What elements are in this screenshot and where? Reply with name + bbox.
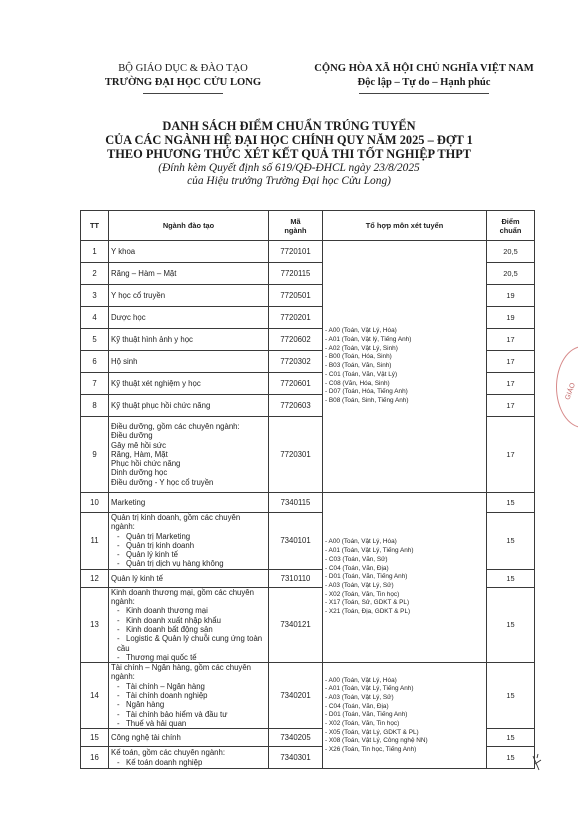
table-row: 5 Kỹ thuật hình ảnh y học 7720602 17 [81, 329, 535, 351]
table-row: 7 Kỹ thuật xét nghiệm y học 7720601 17 [81, 373, 535, 395]
decision-reference: (Đính kèm Quyết định số 619/QĐ-ĐHCL ngày 23/8/2025 [158, 161, 420, 174]
table-row: 4 Dược học 7720201 19 [81, 307, 535, 329]
country-name: CỘNG HÒA XÃ HỘI CHỦ NGHĨA VIỆT NAM [314, 63, 534, 74]
header-combo: Tổ hợp môn xét tuyển [323, 211, 487, 241]
document-title [40, 119, 538, 189]
table-row: 3 Y học cổ truyền 7720501 19 [81, 285, 535, 307]
table-row: 6 Hộ sinh 7720302 17 [81, 351, 535, 373]
table-row: 11 Quản trị kinh doanh, gồm các chuyên ngành: - Quản trị Marketing - Quản trị kinh doanh - Quản lý kinh tế - Quản trị dịch vụ hàng không 7340101 15 [81, 513, 535, 570]
university-name: TRƯỜNG ĐẠI HỌC CỬU LONG [104, 77, 262, 88]
combo-health: - A00 (Toán, Vật Lý, Hóa) - A01 (Toán, Vật lý, Tiếng Anh) - A02 (Toán, Vật Lý, Sinh) - B00 (Toán, Hóa, Sinh) - B03 (Toán, Văn, Sinh) - C01 (Toán, Văn, Vật Lý) - C08 (Văn, Hóa, Sinh) - D07 (Toán, Hóa, Tiếng Anh) - B08 (Toán, Sinh, Tiếng Anh) [323, 241, 487, 493]
cutoff-score-table [80, 210, 535, 769]
table-row: 9 Điều dưỡng, gồm các chuyên ngành: Điều dưỡng Gây mê hồi sức Răng, Hàm, Mặt Phục hồi chức năng Dinh dưỡng học Điều dưỡng - Y học cổ truyền 7720301 17 [81, 417, 535, 493]
table-row: 10 Marketing 7340115 - A00 (Toán, Vật Lý, Hóa) - A01 (Toán, Vật Lý, Tiếng Anh) - C03 (Toán, Văn, Sử) - C04 (Toán, Văn, Địa) - D01 (Toán, Văn, Tiếng Anh) - A03 (Toán, Vật Lý, Sử) - X02 (Toán, Văn, Tin học) - X17 (Toán, Sử, GDKT & PL) - X21 (Toán, Địa, GDKT & PL) 15 [81, 493, 535, 513]
national-header [298, 62, 550, 90]
ministry-name: BỘ GIÁO DỤC & ĐÀO TẠO [118, 63, 248, 74]
table-row: 2 Răng – Hàm – Mặt 7720115 20,5 [81, 263, 535, 285]
title-line-2: CỦA CÁC NGÀNH HỆ ĐẠI HỌC CHÍNH QUY NĂM 2025 – ĐỢT 1 [105, 133, 473, 148]
header-code: Mã ngành [269, 211, 323, 241]
decision-signer: của Hiệu trưởng Trường Đại học Cửu Long) [187, 175, 391, 188]
table-header-row [81, 211, 535, 241]
header-rule-left [143, 93, 223, 94]
header-major: Ngành đào tạo [109, 211, 269, 241]
title-line-1: DANH SÁCH ĐIỂM CHUẨN TRÚNG TUYỂN [162, 119, 416, 133]
combo-business-b: - A00 (Toán, Vật Lý, Hóa) - A01 (Toán, Vật Lý, Tiếng Anh) - A03 (Toán, Vật Lý, Sử) - C04 (Toán, Văn, Địa) - D01 (Toán, Văn, Tiếng Anh) - X02 (Toán, Văn, Tin học) - X05 (Toán, Vật Lý, GDKT & PL) - X08 (Toán, Vật Lý, Công nghệ NN) - X26 (Toán, Tin học, Tiếng Anh) [323, 663, 487, 769]
national-motto: Độc lập – Tự do – Hạnh phúc [357, 77, 491, 88]
table-row: 13 Kinh doanh thương mại, gồm các chuyên ngành: - Kinh doanh thương mại - Kinh doanh xuất nhập khẩu - Kinh doanh bất động sản - Logistic & Quản lý chuỗi cung ứng toàn cầu - Thương mại quốc tế 7340121 15 [81, 587, 535, 662]
header-rule-right [359, 93, 489, 94]
initial-mark-icon [530, 752, 544, 774]
title-line-3: THEO PHƯƠNG THỨC XÉT KẾT QUẢ THI TỐT NGHIỆP THPT [106, 147, 472, 162]
table-row: 12 Quản lý kinh tế 7310110 15 [81, 569, 535, 587]
ministry-header [88, 62, 278, 90]
table-row: 1 Y khoa 7720101 - A00 (Toán, Vật Lý, Hóa) - A01 (Toán, Vật lý, Tiếng Anh) - A02 (Toán, Vật Lý, Sinh) - B00 (Toán, Hóa, Sinh) - B03 (Toán, Văn, Sinh) - C01 (Toán, Văn, Vật Lý) - C08 (Văn, Hóa, Sinh) - D07 (Toán, Hóa, Tiếng Anh) - B08 (Toán, Sinh, Tiếng Anh) 20,5 [81, 241, 535, 263]
table-row: 15 Công nghệ tài chính 7340205 15 [81, 729, 535, 747]
seal-partial-text: GIÁO [564, 382, 578, 401]
table-row: 16 Kế toán, gồm các chuyên ngành: - Kế toán doanh nghiệp 7340301 15 [81, 747, 535, 769]
table-row: 8 Kỹ thuật phục hồi chức năng 7720603 17 [81, 395, 535, 417]
header-tt: TT [81, 211, 109, 241]
table-row: 14 Tài chính – Ngân hàng, gồm các chuyên ngành: - Tài chính – Ngân hàng - Tài chính doanh nghiệp - Ngân hàng - Tài chính bảo hiểm và đầu tư - Thuế và hải quan 7340201 - A00 (Toán, Vật Lý, Hóa) - A01 (Toán, Vật Lý, Tiếng Anh) - A03 (Toán, Vật Lý, Sử) - C04 (Toán, Văn, Địa) - D01 (Toán, Văn, Tiếng Anh) - X02 (Toán, Văn, Tin học) - X05 (Toán, Vật Lý, GDKT & PL) - X08 (Toán, Vật Lý, Công nghệ NN) - X26 (Toán, Tin học, Tiếng Anh) 15 [81, 663, 535, 729]
combo-business-a: - A00 (Toán, Vật Lý, Hóa) - A01 (Toán, Vật Lý, Tiếng Anh) - C03 (Toán, Văn, Sử) - C04 (Toán, Văn, Địa) - D01 (Toán, Văn, Tiếng Anh) - A03 (Toán, Vật Lý, Sử) - X02 (Toán, Văn, Tin học) - X17 (Toán, Sử, GDKT & PL) - X21 (Toán, Địa, GDKT & PL) [323, 493, 487, 663]
header-score: Điểm chuẩn [487, 211, 535, 241]
